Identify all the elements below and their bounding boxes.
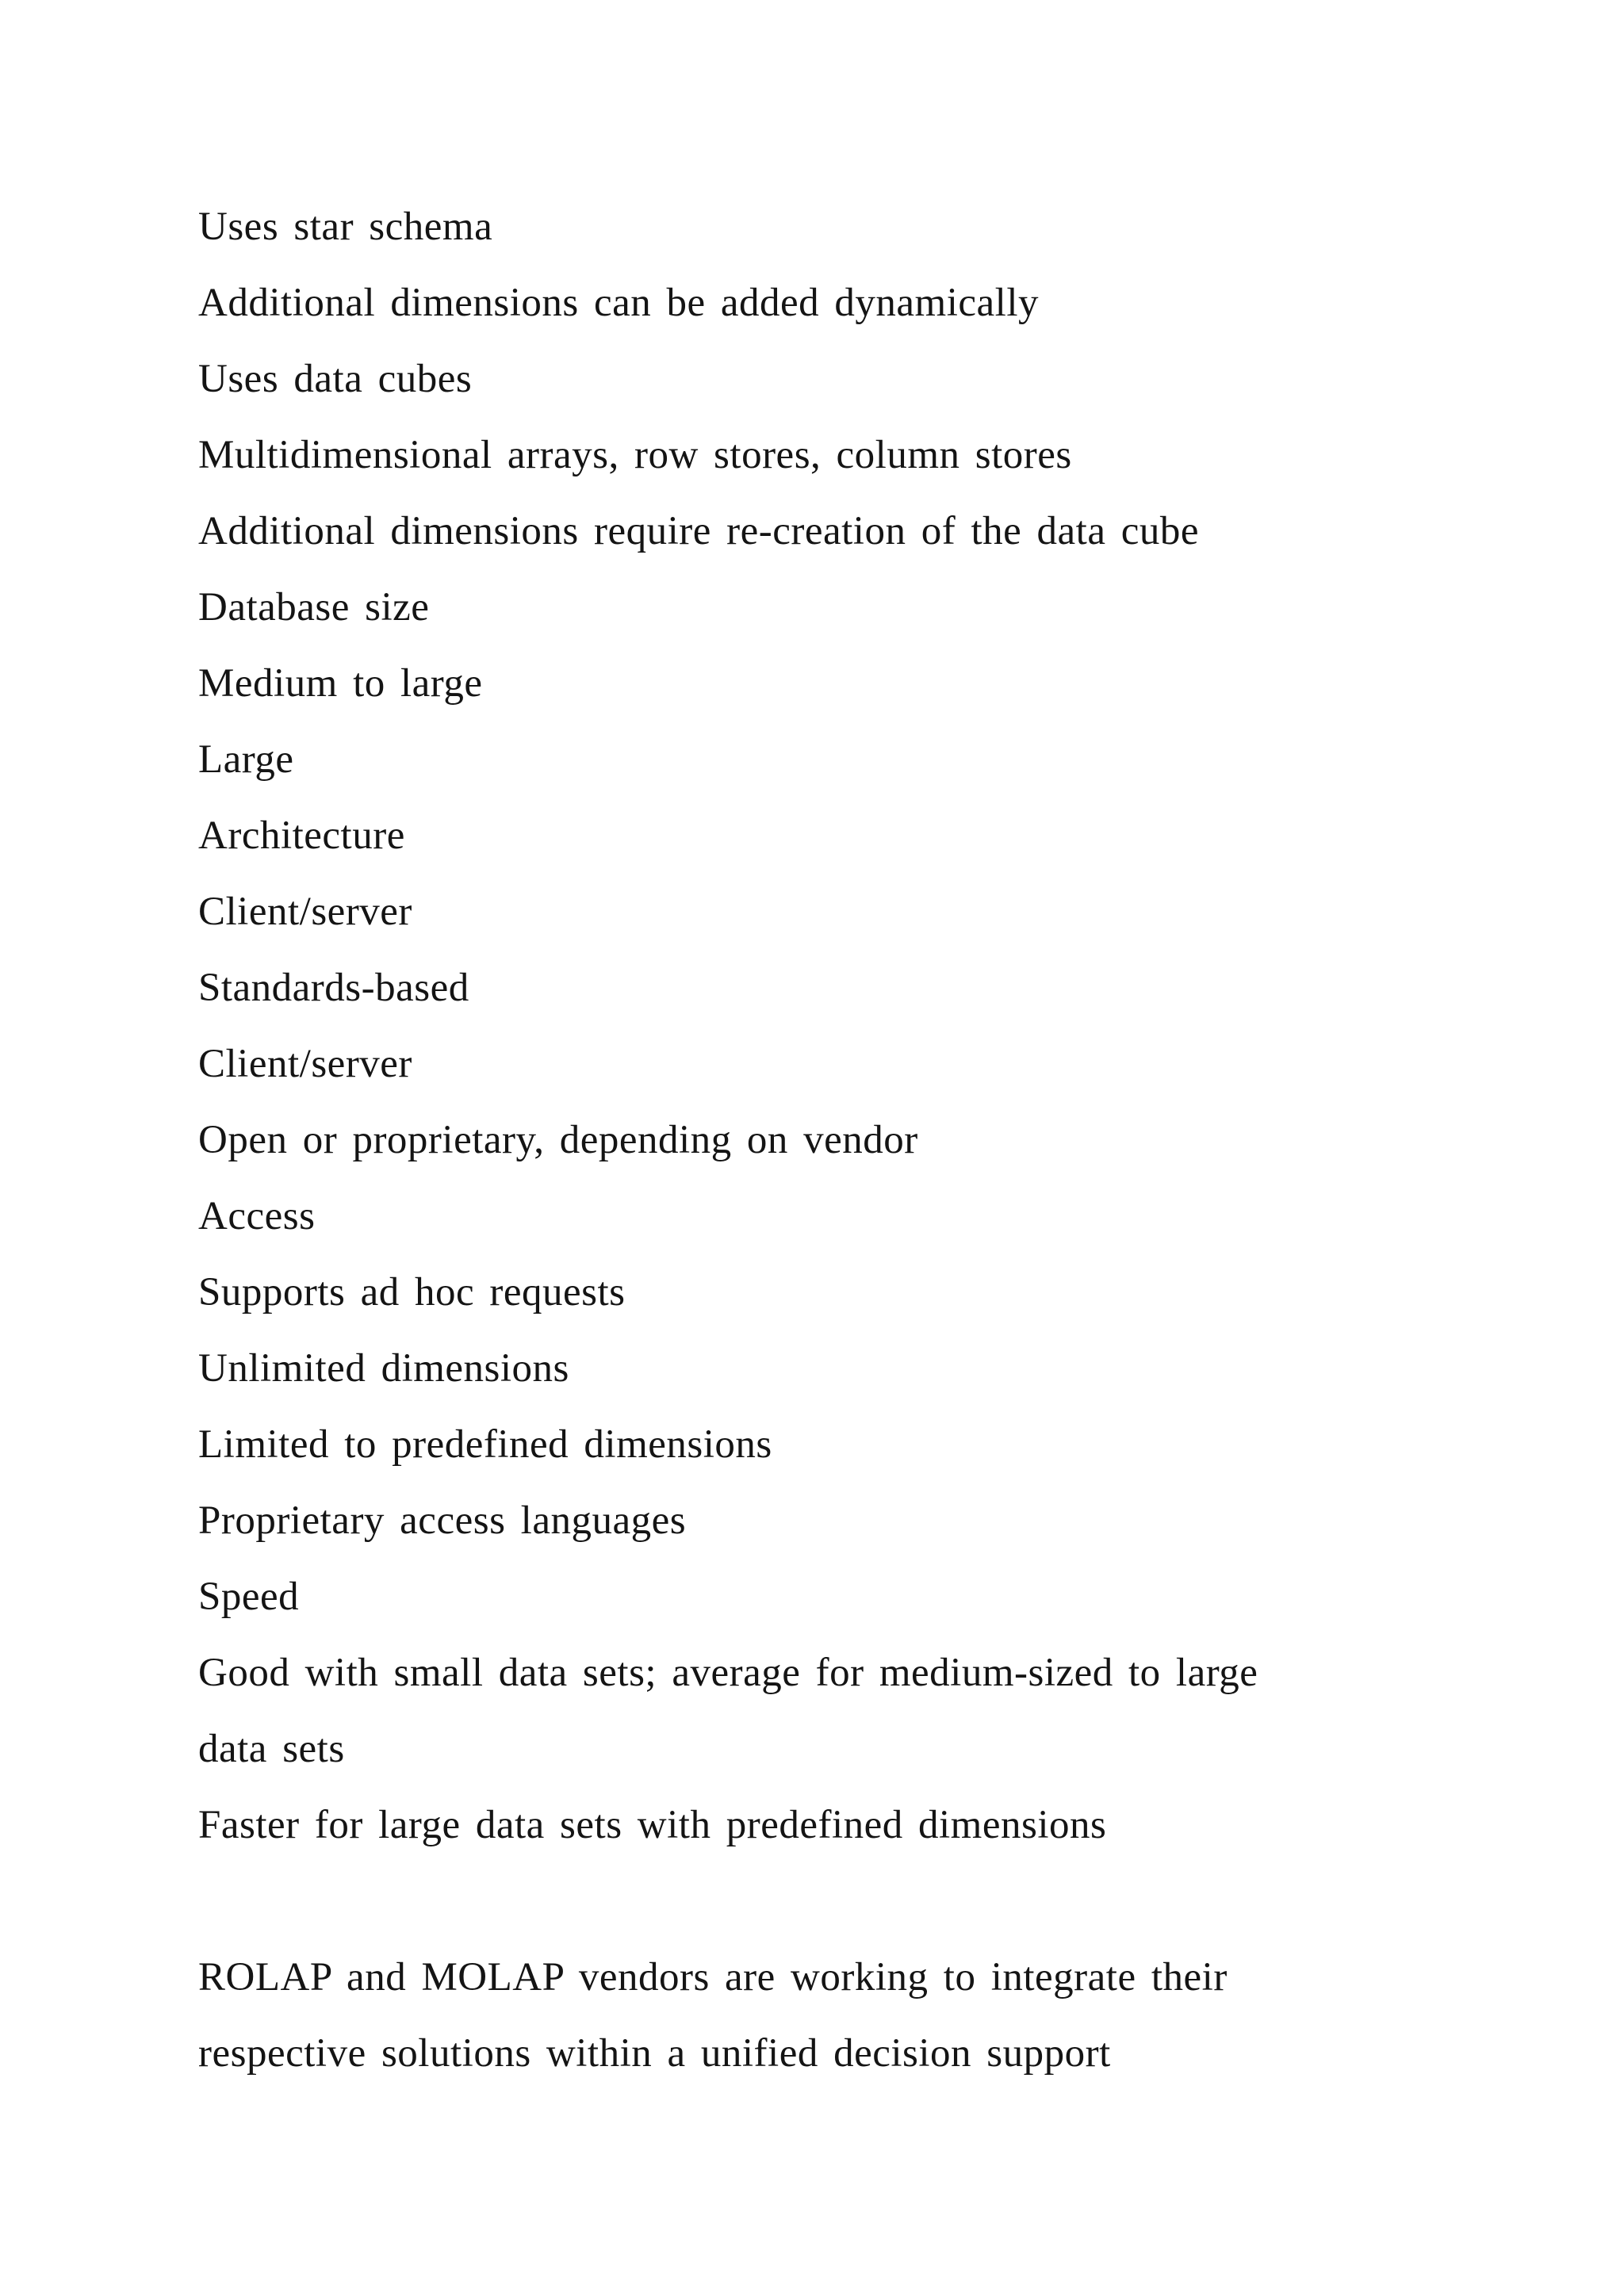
text-line: Faster for large data sets with predefined dimensions: [198, 1803, 1107, 1847]
paragraph-line: ROLAP and MOLAP vendors are working to integrate their: [198, 1955, 1228, 1999]
text-line: Supports ad hoc requests: [198, 1270, 626, 1314]
text-line: Architecture: [198, 813, 405, 858]
text-line: Database size: [198, 585, 430, 629]
text-line: Client/server: [198, 890, 412, 934]
document-body: [198, 189, 1435, 2091]
text-line: Unlimited dimensions: [198, 1346, 569, 1391]
paragraph-gap: [198, 1863, 1435, 1939]
text-line: Limited to predefined dimensions: [198, 1422, 772, 1467]
text-line: Uses star schema: [198, 205, 493, 249]
text-line: Additional dimensions require re-creation of the data cube: [198, 509, 1199, 553]
text-line: Uses data cubes: [198, 357, 473, 401]
text-line: Speed: [198, 1575, 300, 1619]
text-line: Access: [198, 1194, 316, 1238]
text-line: Medium to large: [198, 661, 483, 706]
text-line: Open or proprietary, depending on vendor: [198, 1118, 918, 1162]
text-line: Additional dimensions can be added dynamically: [198, 281, 1040, 325]
text-line: Large: [198, 737, 294, 782]
text-line: Standards-based: [198, 966, 469, 1010]
paragraph-line: respective solutions within a unified decision support: [198, 2031, 1111, 2076]
text-line: Multidimensional arrays, row stores, column stores: [198, 433, 1072, 477]
text-line: Good with small data sets; average for medium-sized to large: [198, 1651, 1258, 1695]
text-line: data sets: [198, 1727, 345, 1771]
text-line: Client/server: [198, 1042, 412, 1086]
text-line: Proprietary access languages: [198, 1498, 687, 1543]
